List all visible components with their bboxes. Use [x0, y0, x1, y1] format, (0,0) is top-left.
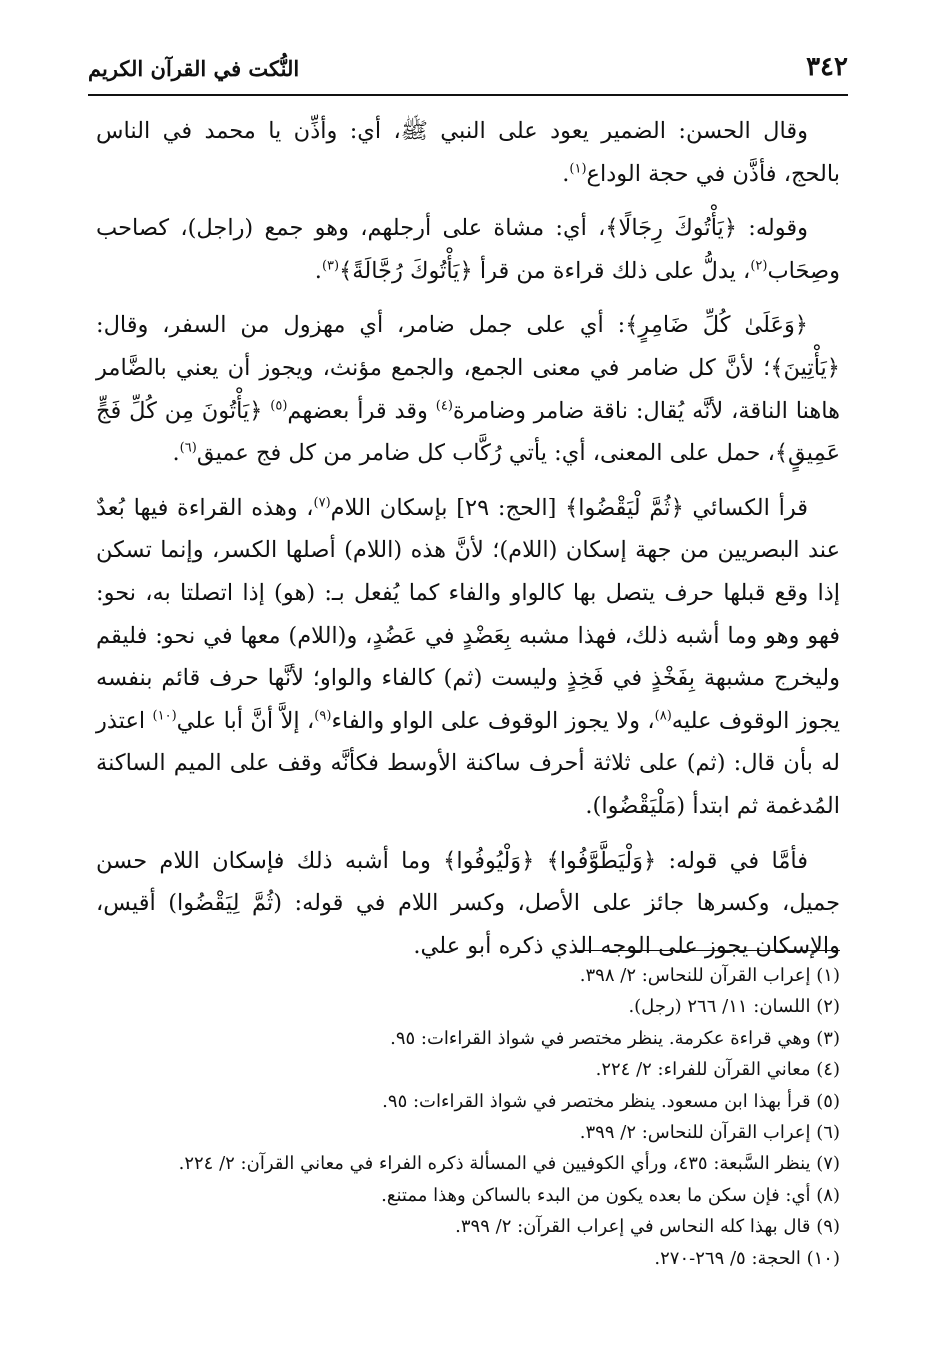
footnote-6: (٦) إعراب القرآن للنحاس: ٢/ ٣٩٩. — [579, 1122, 840, 1144]
footnote-ref[interactable]: (١) — [569, 161, 587, 177]
footnote-8: (٨) أي: فإن سكن ما بعده يكون من البدء بالساكن وهذا ممتنع. — [381, 1184, 840, 1206]
footnote-9: (٩) قال بهذا كله النحاس في إعراب القرآن: ٢/ ٣٩٩. — [455, 1216, 840, 1238]
footnote-10: (١٠) الحجة: ٥/ ٢٦٩-٢٧٠. — [654, 1247, 840, 1269]
footnote-5: (٥) قرأ بهذا ابن مسعود. ينظر مختصر في شواذ القراءات: ٩٥. — [382, 1090, 840, 1112]
footnote-ref[interactable]: (٢) — [750, 258, 768, 274]
footnote-ref[interactable]: (٣) — [321, 258, 340, 274]
footnote-2: (٢) اللسان: ١١/ ٢٦٦ (رجل). — [628, 996, 840, 1018]
footnote-3: (٣) وهي قراءة عكرمة. ينظر مختصر في شواذ القراءات: ٩٥. — [390, 1027, 840, 1049]
paragraph-3: ﴿وَعَلَىٰ كُلِّ ضَامِرٍ﴾: أي على جمل ضامر، أي مهزول من السفر، وقال: ﴿يَأْتِينَ﴾؛ لأنَّ كل ضامر في معنى الجمع، والجمع مؤنث، ويجوز أن يعني بالضَّامر هاهنا الناقة، لأنَّه يُقال: ناقة ضامر وضامرة$^{(٤)}$ وقد قرأ بعضهم$^{(٥)}$ ﴿يَأْتُونَ مِن كُلِّ فَجٍّ عَمِيقٍ﴾، حمل على المعنى، أي: يأتي رُكَّاب كل ضامر من كل فج عميق$^{(٦)}$. — [96, 312, 840, 467]
running-header — [88, 48, 848, 92]
header-rule — [88, 94, 848, 96]
footnote-ref[interactable]: (٤) — [435, 398, 453, 414]
paragraph-2: وقوله: ﴿يَأْتُوكَ رِجَالًا﴾، أي: مشاة على أرجلهم، وهو جمع (راجل)، كصاحب وصِحَاب$^{(٢)}$، يدلُّ على ذلك قراءة من قرأ ﴿يَأْتُوكَ رُجَّالَةً﴾$^{(٣)}$. — [96, 215, 840, 284]
book-title: النُّكت في القرآن الكريم — [88, 56, 300, 81]
paragraph-5: فأمَّا في قوله: ﴿وَلْيَطَّوَّفُوا﴾ ﴿وَلْيُوفُوا﴾ وما أشبه ذلك فإسكان اللام حسن جميل، وكسرها جائز على الأصل، وكسر اللام في قوله: (ثُمَّ لِيَقْضُوا) أقيس، والإسكان يجوز على الوجه الذي ذكره أبو علي. — [96, 847, 840, 959]
footnote-1: (١) إعراب القرآن للنحاس: ٢/ ٣٩٨. — [579, 965, 840, 986]
footnotes — [96, 960, 840, 1274]
footnote-separator — [575, 950, 840, 951]
footnote-7: (٧) ينظر السَّبعة: ٤٣٥، ورأي الكوفيين في المسألة ذكره الفراء في معاني القرآن: ٢/ ٢٢٤. — [178, 1153, 840, 1175]
footnote-ref[interactable]: (٥) — [270, 398, 288, 414]
footnote-ref[interactable]: (٨) — [654, 708, 672, 724]
footnote-ref[interactable]: (٩) — [314, 708, 332, 724]
footnote-ref[interactable]: (٧) — [313, 495, 331, 511]
footnote-4: (٤) معاني القرآن للفراء: ٢/ ٢٢٤. — [595, 1059, 840, 1081]
paragraph-1: وقال الحسن: الضمير يعود على النبي ﷺ، أي: وأذِّن يا محمد في الناس بالحج، فأذَّن في حجة الوداع$^{(١)}$. — [96, 118, 840, 187]
paragraph-4: قرأ الكسائي ﴿ثُمَّ لْيَقْضُوا﴾ [الحج: ٢٩] بإسكان اللام$^{(٧)}$، وهذه القراءة فيها بُعدٌ عند البصريين من جهة إسكان (اللام)؛ لأنَّ هذه (اللام) أصلها الكسر، وإنما تسكن إذا وقع قبلها حرف يتصل بها كالواو والفاء كما يُفعل بـ: (هو) إذا اتصلتا به، نحو: فهو وهو وما أشبه ذلك، فهذا مشبه بِعَضْدٍ في عَضُدٍ، و(اللام) معها في نحو: فليقم وليخرج مشبهة بِفَخْذٍ في فَخِذٍ وليست (ثم) كالفاء والواو؛ لأنَّها حرف قائم بنفسه يجوز الوقوف عليه$^{(٨)}$، ولا يجوز الوقوف على الواو والفاء$^{(٩)}$، إلاَّ أنَّ أبا علي$^{(١٠)}$ اعتذر له بأن قال: (ثم) على ثلاثة أحرف ساكنة الأوسط فكأنَّه وقف على الميم الساكنة المُدغمة ثم ابتدأ (مَلْيَقْضُوا). — [96, 494, 840, 819]
footnote-ref[interactable]: (٦) — [179, 440, 197, 456]
main-text — [96, 110, 840, 979]
page-number: ٣٤٢ — [806, 52, 848, 82]
footnote-ref[interactable]: (١٠) — [152, 708, 177, 724]
